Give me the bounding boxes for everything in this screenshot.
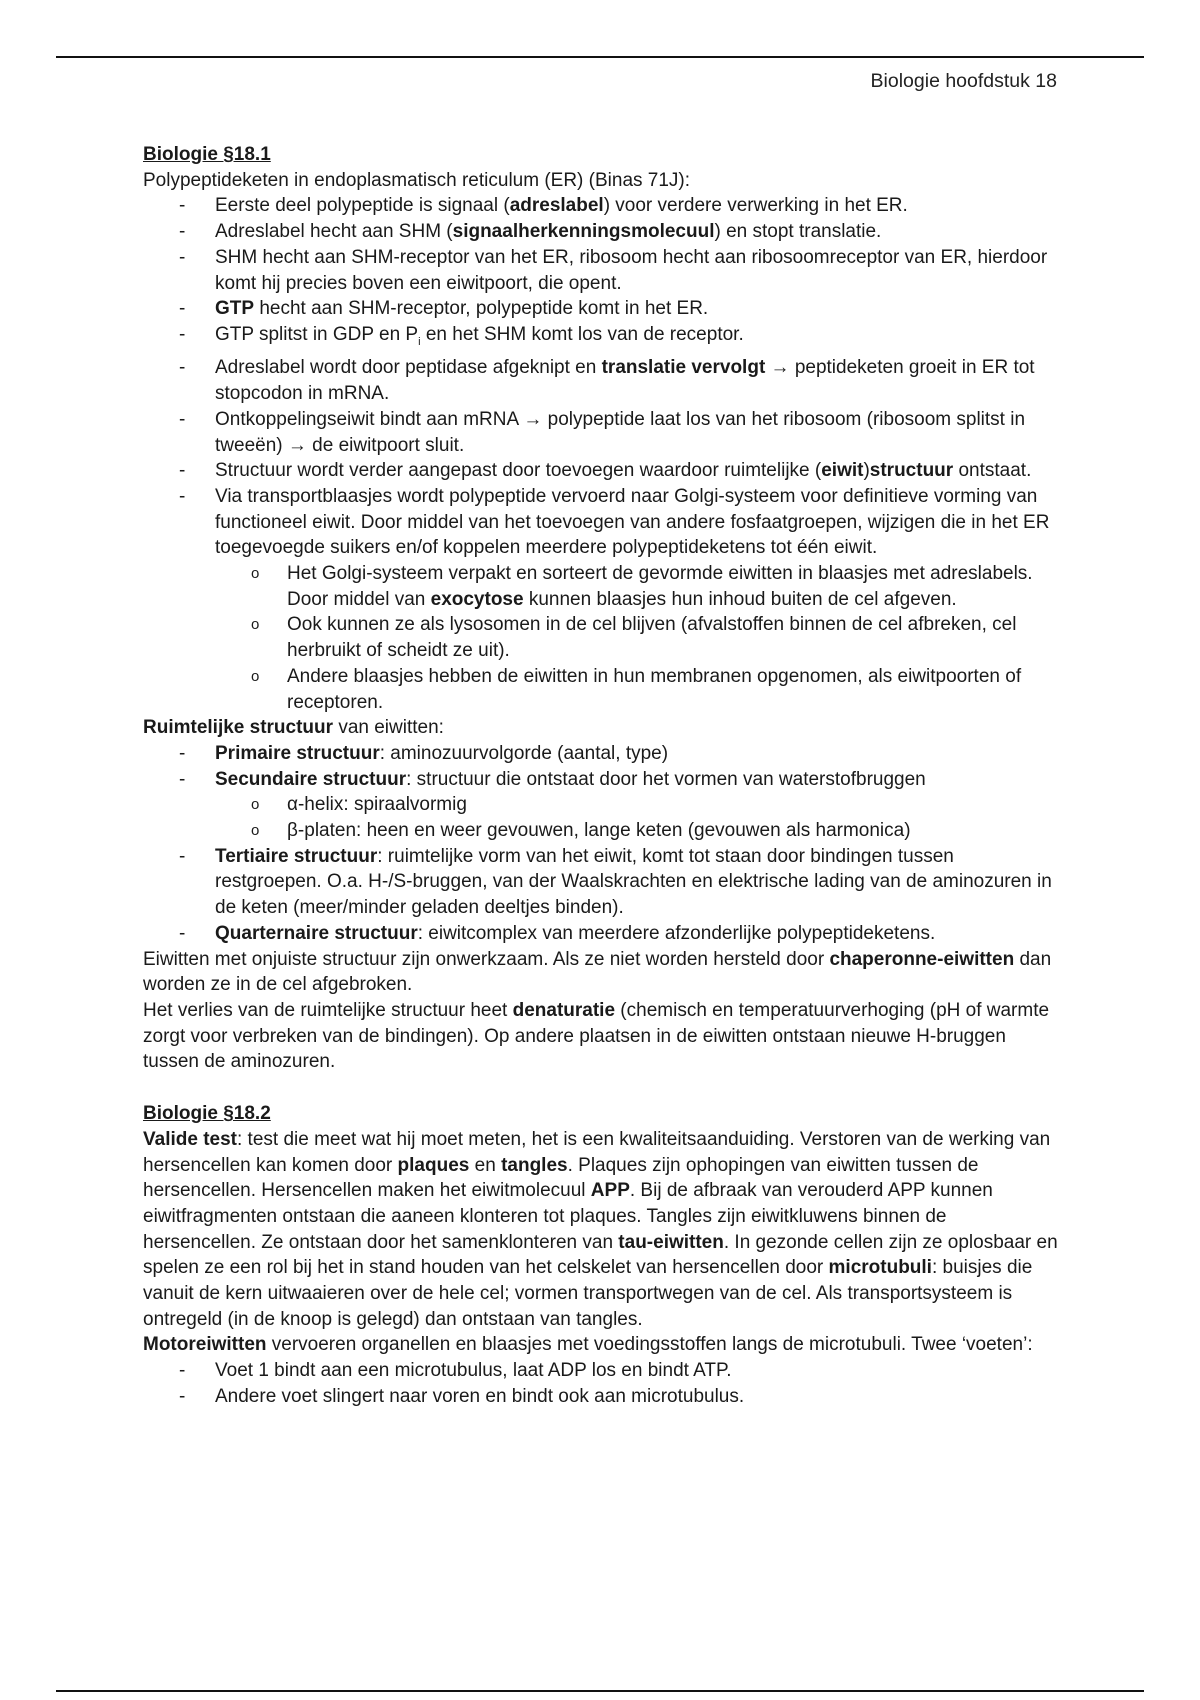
- list-item: - Quarternaire structuur: eiwitcomplex van meerdere afzonderlijke polypeptideketens.: [215, 921, 1063, 947]
- denaturation-paragraph: Het verlies van de ruimtelijke structuur heet denaturatie (chemisch en temperatuurverhoging (pH of warmte zorgt voor verbreken van de bindingen). Op andere plaatsen in de eiwitten ontstaan nieuwe H-bruggen tussen de aminozuren.: [143, 1000, 1050, 1073]
- list-item: o α-helix: spiraalvormig: [287, 792, 1063, 818]
- header-rule: [56, 56, 1144, 58]
- list-item: - Eerste deel polypeptide is signaal (adreslabel) voor verdere verwerking in het ER.: [215, 193, 1063, 219]
- section-heading-18-1: Biologie §18.1: [143, 144, 271, 165]
- list-item: o β-platen: heen en weer gevouwen, lange keten (gevouwen als harmonica): [287, 818, 1063, 844]
- valid-test-paragraph: Valide test: test die meet wat hij moet meten, het is een kwaliteitsaanduiding. Verstoren van de werking van hersencellen kan komen door plaques en tangles. Plaques zijn ophopingen van eiwitten tussen de hersencellen. Hersencellen maken het eiwitmolecuul APP. Bij de afbraak van verouderd APP kunnen eiwitfragmenten ontstaan die aaneen klonteren tot plaques. Tangles zijn eiwitkluwens binnen de hersencellen. Ze ontstaan door het samenklonteren van tau-eiwitten. In gezonde cellen zijn ze oplosbaar en spelen ze een rol bij het in stand houden van het celskelet van hersencellen door microtubuli: buisjes die vanuit de kern uitwaaieren over de hele cel; vormen transportwegen van de cel. Als transportsysteem is ontregeld (in de knoop is gelegd) dan ontstaan van tangles.: [143, 1128, 1058, 1330]
- list-item: - GTP hecht aan SHM-receptor, polypeptide komt in het ER.: [215, 296, 1063, 322]
- list-item: - Secundaire structuur: structuur die ontstaat door het vormen van waterstofbruggen o α-helix: spiraalvormig o β-platen: heen en weer gevouwen, lange keten (gevouwen als harmonica): [215, 767, 1063, 844]
- list-item: - Andere voet slingert naar voren en bindt ook aan microtubulus.: [215, 1384, 1063, 1410]
- list-item: - Primaire structuur: aminozuurvolgorde (aantal, type): [215, 741, 1063, 767]
- list-item: o Ook kunnen ze als lysosomen in de cel blijven (afvalstoffen binnen de cel afbreken, cel herbruikt of scheidt ze uit).: [287, 612, 1063, 663]
- er-steps-list: [143, 193, 1063, 715]
- secondary-sublist: [215, 792, 1063, 843]
- chaperone-paragraph: Eiwitten met onjuiste structuur zijn onwerkzaam. Als ze niet worden hersteld door chaperonne-eiwitten dan worden ze in de cel afgebroken.: [143, 948, 1052, 996]
- list-item: - Adreslabel wordt door peptidase afgeknipt en translatie vervolgt → peptideketen groeit in ER tot stopcodon in mRNA.: [215, 355, 1063, 406]
- golgi-sublist: [215, 561, 1063, 715]
- footer-rule: [56, 1690, 1144, 1692]
- list-item: o Andere blaasjes hebben de eiwitten in hun membranen opgenomen, als eiwitpoorten of receptoren.: [287, 664, 1063, 715]
- document-body: [143, 142, 1063, 1410]
- feet-list: [143, 1358, 1063, 1409]
- list-item: - Voet 1 bindt aan een microtubulus, laat ADP los en bindt ATP.: [215, 1358, 1063, 1384]
- structure-list: [143, 741, 1063, 947]
- list-item: - Via transportblaasjes wordt polypeptide vervoerd naar Golgi-systeem voor definitieve vorming van functioneel eiwit. Door middel van het toevoegen van andere fosfaatgroepen, wijzigen die in het ER toegevoegde suikers en/of koppelen meerdere polypeptideketens tot één eiwit. o Het Golgi-systeem verpakt en sorteert de gevormde eiwitten in blaasjes met adreslabels. Door middel van exocytose kunnen blaasjes hun inhoud buiten de cel afgeven. o Ook kunnen ze als lysosomen in de cel blijven (afvalstoffen binnen de cel afbreken, cel herbruikt of scheidt ze uit). o Andere blaasjes hebben de eiwitten in hun membranen opgenomen, als eiwitpoorten of receptoren.: [215, 484, 1063, 715]
- list-item: - Adreslabel hecht aan SHM (signaalherkenningsmolecuul) en stopt translatie.: [215, 219, 1063, 245]
- list-item: - SHM hecht aan SHM-receptor van het ER, ribosoom hecht aan ribosoomreceptor van ER, hierdoor komt hij precies boven een eiwitpoort, die opent.: [215, 245, 1063, 296]
- list-item: - GTP splitst in GDP en $P_i$ en het SHM komt los van de receptor.: [215, 322, 1063, 356]
- structure-heading: Ruimtelijke structuur van eiwitten:: [143, 717, 444, 739]
- list-item: - Structuur wordt verder aangepast door toevoegen waardoor ruimtelijke (eiwit)structuur ontstaat.: [215, 458, 1063, 484]
- section-heading-18-2: Biologie §18.2: [143, 1103, 271, 1125]
- list-item: - Tertiaire structuur: ruimtelijke vorm van het eiwit, komt tot staan door bindingen tussen restgroepen. O.a. H-/S-bruggen, van der Waalskrachten en elektrische lading van de aminozuren in de keten (meer/minder geladen deeltjes binden).: [215, 844, 1063, 921]
- motor-protein-paragraph: Motoreiwitten vervoeren organellen en blaasjes met voedingsstoffen langs de microtubuli. Twee ‘voeten’:: [143, 1334, 1033, 1356]
- intro-paragraph: Polypeptideketen in endoplasmatisch reticulum (ER) (Binas 71J):: [143, 169, 691, 191]
- list-item: o Het Golgi-systeem verpakt en sorteert de gevormde eiwitten in blaasjes met adreslabels. Door middel van exocytose kunnen blaasjes hun inhoud buiten de cel afgeven.: [287, 561, 1063, 612]
- list-item: - Ontkoppelingseiwit bindt aan mRNA → polypeptide laat los van het ribosoom (ribosoom splitst in tweeën) → de eiwitpoort sluit.: [215, 407, 1063, 458]
- page-header-title: Biologie hoofdstuk 18: [870, 70, 1057, 92]
